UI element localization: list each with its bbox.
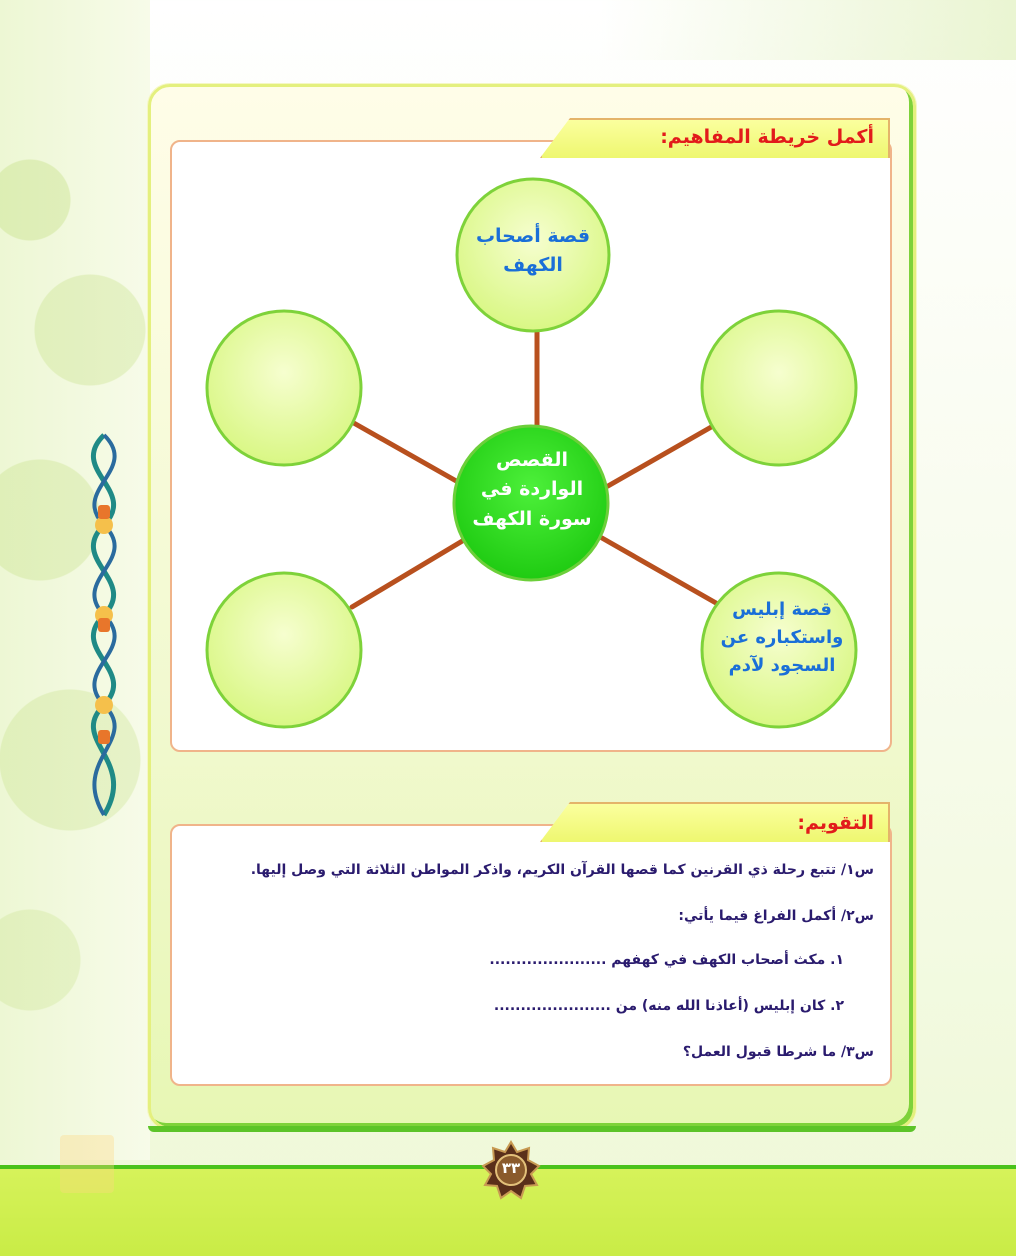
connector-upper-right xyxy=(608,422,720,486)
question-3: س٣/ ما شرطا قبول العمل؟ xyxy=(682,1044,874,1060)
concept-map-heading: أكمل خريطة المفاهيم: xyxy=(660,126,874,148)
node-upper-right xyxy=(702,311,856,465)
publisher-logo-icon xyxy=(60,1135,114,1193)
connector-lower-left xyxy=(352,540,464,607)
question-1: س١/ تتبع رحلة ذي القرنين كما قصها القرآن الكريم، واذكر المواطن الثلاثة التي وصل إليها. xyxy=(250,862,874,878)
node-top-text xyxy=(458,222,608,281)
page-number: ٣٣ xyxy=(501,1159,521,1177)
node-lower-left xyxy=(207,573,361,727)
node-center-text xyxy=(452,446,612,534)
node-lower-right-line: واستكباره عن xyxy=(720,626,844,648)
node-lower-right-line: السجود لآدم xyxy=(728,654,836,676)
question-2-item-1: ١. مكث أصحاب الكهف في كهفهم ...................... xyxy=(489,952,844,968)
node-center-line: الواردة في xyxy=(480,478,584,501)
question-2-item-2: ٢. كان إبليس (أعاذنا الله منه) من ...................... xyxy=(493,998,844,1014)
connector-lower-right xyxy=(602,538,716,603)
node-lower-right-line: قصة إبليس xyxy=(732,599,832,620)
connector-upper-left xyxy=(352,422,458,482)
node-center-line: القصص xyxy=(496,449,568,471)
node-center-line: سورة الكهف xyxy=(472,507,592,530)
page-number-badge xyxy=(481,1140,541,1200)
node-lower-right-text xyxy=(702,596,862,680)
evaluation-heading: التقويم: xyxy=(797,812,874,834)
node-upper-left xyxy=(207,311,361,465)
node-top-line: قصة أصحاب xyxy=(475,225,591,247)
node-top-line: الكهف xyxy=(503,254,563,277)
question-2: س٢/ أكمل الفراغ فيما يأتي: xyxy=(678,908,874,924)
